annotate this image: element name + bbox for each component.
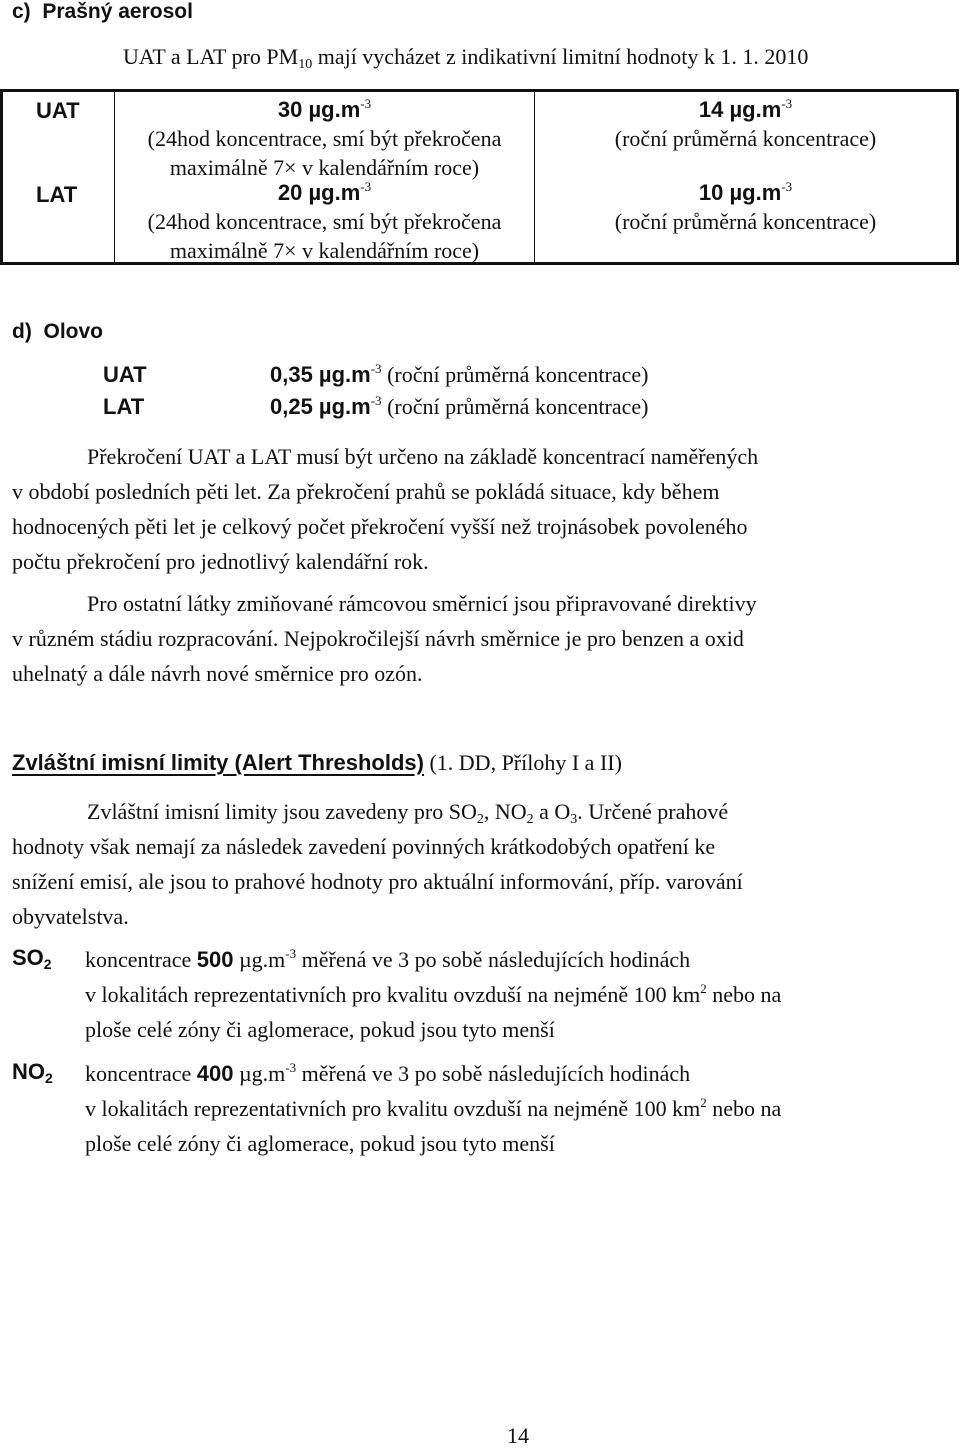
table-row-label-lat: LAT [36, 182, 78, 207]
lat-24h-note-1: (24hod koncentrace, smí být překročena [147, 209, 502, 234]
table-border-top [0, 89, 959, 92]
alert-line-1: Zvláštní imisní limity jsou zavedeny pro $SO_2$, $NO_2$ a $O_3$. Určené prahové [87, 799, 729, 827]
uat-24h-value: 30 µg.m [277, 97, 361, 122]
lead-uat-note: (roční průměrná koncentrace) [381, 362, 649, 387]
no2-threshold [85, 1056, 948, 1161]
alert-line-3: snížení emisí, ale jsou to prahové hodnoty pro aktuální informování, příp. varování [12, 869, 743, 894]
section-c-heading: c) Prašný aerosol [12, 0, 193, 23]
intro-text-post: mají vycházet z indikativní limitní hodnoty k 1. 1. 2010 [312, 44, 809, 69]
no2-concentration-value: 400 [196, 1061, 234, 1086]
other-substances-line-2: v různém stádiu rozpracování. Nejpokročilejší návrh směrnice je pro benzen a oxid [12, 626, 744, 651]
other-substances-paragraph [12, 586, 948, 691]
other-substances-line-1: Pro ostatní látky zmiňované rámcovou směrnicí jsou připravované direktivy [87, 591, 757, 616]
lat-annual-note: (roční průměrná koncentrace) [614, 209, 877, 234]
lead-row-uat-value [270, 362, 648, 388]
exceedance-line-1: Překročení UAT a LAT musí být určeno na základě koncentrací naměřených [87, 444, 759, 469]
alert-line-2: hodnoty však nemají za následek zavedení povinných krátkodobých opatření ke [12, 834, 716, 859]
lat-24h-exp: -3 [360, 179, 372, 194]
table-row-label-uat: UAT [36, 98, 80, 123]
table-border-left [0, 89, 3, 265]
so2-label: $SO_2$ [12, 945, 52, 972]
exceedance-paragraph [12, 439, 948, 579]
lead-row-label-lat: LAT [103, 394, 145, 419]
uat-24h-note-1: (24hod koncentrace, smí být překročena [147, 126, 502, 151]
table-row-lat-left [115, 178, 534, 265]
alert-heading-bold: Zvláštní imisní limity (Alert Thresholds) [12, 750, 424, 775]
lead-lat-value: 0,25 µg.m [270, 394, 371, 419]
table-row-uat-left [115, 95, 534, 182]
so2-line-1: koncentrace 500 $\mu g.m^{-3}$ měřená ve 3 po sobě následujících hodinách [85, 946, 691, 972]
other-substances-line-3: uhelnatý a dále návrh nové směrnice pro ozón. [12, 661, 423, 686]
table-border-right [956, 89, 959, 265]
so2-line-2: v lokalitách reprezentativních pro kvalitu ovzduší na nejméně 100 $km^2$ nebo na [85, 981, 782, 1007]
no2-label: $NO_2$ [12, 1059, 53, 1086]
exceedance-line-2: v období posledních pěti let. Za překročení prahů se pokládá situace, kdy během [12, 479, 720, 504]
lat-24h-value: 20 µg.m [277, 180, 361, 205]
uat-24h-exp: -3 [360, 96, 372, 111]
lead-uat-exp: -3 [370, 361, 382, 376]
uat-24h-note-2: maximálně 7× v kalendářním roce) [169, 155, 480, 180]
uat-annual-value: 14 µg.m [698, 97, 782, 122]
uat-annual-note: (roční průměrná koncentrace) [614, 126, 877, 151]
alert-heading-reference: (1. DD, Přílohy I a II) [423, 750, 622, 775]
page-number: 14 [507, 1423, 529, 1448]
intro-text-pre: UAT a LAT pro PM [123, 44, 299, 69]
lat-24h-note-2: maximálně 7× v kalendářním roce) [169, 238, 480, 263]
no2-line-2: v lokalitách reprezentativních pro kvalitu ovzduší na nejméně 100 $km^2$ nebo na [85, 1095, 782, 1121]
section-c-intro [123, 44, 808, 70]
alert-paragraph [12, 794, 948, 934]
lat-annual-exp: -3 [781, 179, 793, 194]
table-row-lat-right [535, 178, 956, 236]
lead-lat-note: (roční průměrná koncentrace) [381, 394, 649, 419]
uat-annual-exp: -3 [781, 96, 793, 111]
lead-row-lat-value [270, 394, 648, 420]
exceedance-line-4: počtu překročení pro jednotlivý kalendářní rok. [12, 549, 429, 574]
no2-line-3: ploše celé zóny či aglomerace, pokud jsou tyto menší [85, 1131, 555, 1156]
alert-line-4: obyvatelstva. [12, 904, 129, 929]
intro-pm-subscript: 10 [298, 57, 313, 72]
no2-line-1: koncentrace 400 $\mu g.m^{-3}$ měřená ve 3 po sobě následujících hodinách [85, 1060, 691, 1086]
lead-row-label-uat: UAT [103, 362, 147, 387]
lead-uat-value: 0,35 µg.m [270, 362, 371, 387]
exceedance-line-3: hodnocených pěti let je celkový počet překročení vyšší než trojnásobek povoleného [12, 514, 748, 539]
so2-threshold [85, 942, 948, 1047]
section-d-heading: d) Olovo [12, 320, 103, 343]
lat-annual-value: 10 µg.m [698, 180, 782, 205]
lead-lat-exp: -3 [370, 393, 382, 408]
alert-heading [12, 750, 622, 776]
so2-concentration-value: 500 [196, 947, 234, 972]
table-row-uat-right [535, 95, 956, 153]
so2-line-3: ploše celé zóny či aglomerace, pokud jsou tyto menší [85, 1017, 555, 1042]
